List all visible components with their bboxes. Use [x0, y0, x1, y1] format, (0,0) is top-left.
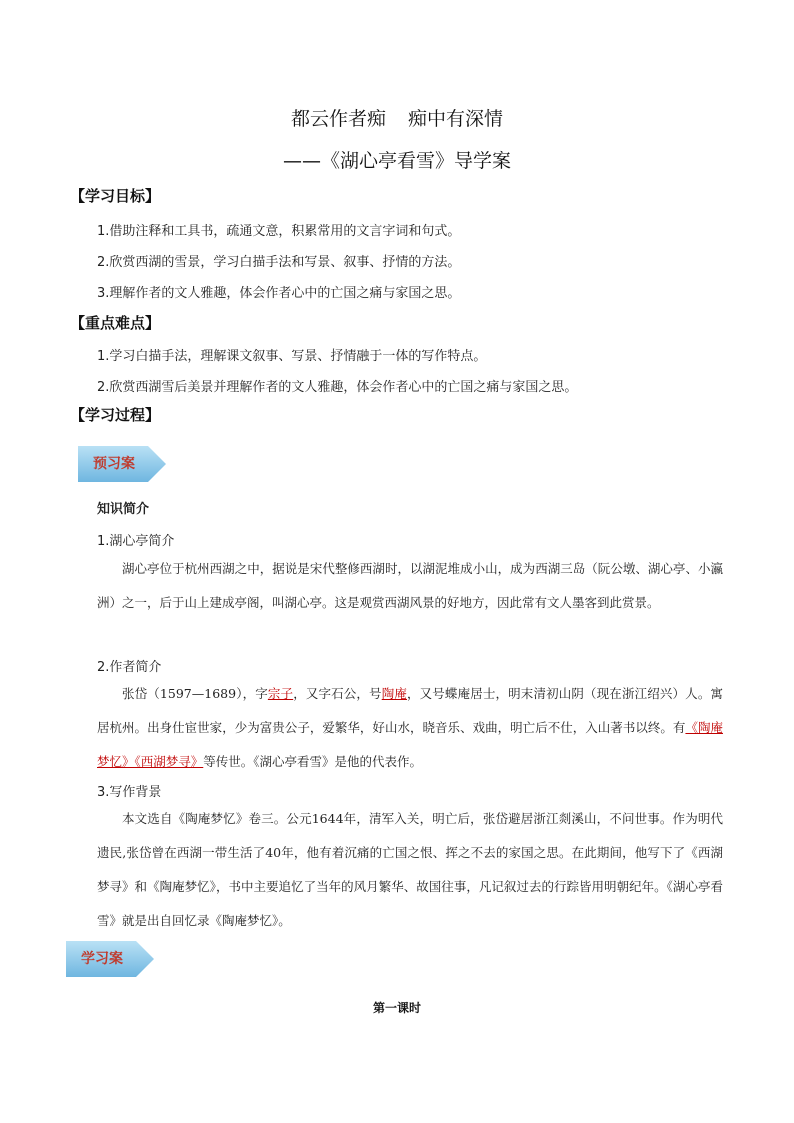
study-tag-label: 学习案 — [81, 951, 123, 967]
keypoint-item: 2.欣赏西湖雪后美景并理解作者的文人雅趣，体会作者心中的亡国之痛与家国之思。 — [97, 380, 578, 395]
paragraph-text: 湖心亭位于杭州西湖之中，据说是宋代整修西湖时，以湖泥堆成小山，成为西湖三岛（阮公墩、湖心亭、小瀛洲）之一，后于山上建成亭阁，叫湖心亭。这是观赏西湖风景的好地方，因此常有文人墨客到此赏景。 — [97, 561, 723, 610]
knowledge-heading: 知识简介 — [97, 502, 150, 517]
paragraph-text: 等传世。《湖心亭看雪》是他的代表作。 — [203, 754, 423, 769]
objective-item: 1.借助注释和工具书，疏通文意，积累常用的文言字词和句式。 — [97, 224, 461, 239]
title-right: 痴中有深情 — [408, 108, 504, 130]
underlined-term: 宗子 — [267, 686, 294, 701]
paragraph-text: ，又号蝶庵居士，明末清初山阴（现在浙江绍兴）人。寓居杭州。出身仕宦世家，少为富贵公子，爱繁华，好山水，晓音乐、戏曲，明亡后不仕，入山著书以终。有 — [97, 686, 723, 735]
paragraph-text: ，又字石公，号 — [293, 686, 382, 701]
paragraph-background — [97, 802, 723, 938]
section-title: 2.作者简介 — [97, 660, 162, 675]
preview-tag — [78, 446, 168, 482]
page-title — [0, 104, 794, 131]
paragraph-text: 张岱（1597—1689），字 — [122, 686, 268, 701]
paragraph-text: 本文选自《陶庵梦忆》卷三。公元1644年，清军入关，明亡后，张岱避居浙江剡溪山，不问世事。作为明代遗民,张岱曾在西湖一带生活了40年，他有着沉痛的亡国之恨、挥之不去的家国之思。在此期间，他写下了《西湖梦寻》和《陶庵梦忆》，书中主要追忆了当年的风月繁华、故国往事，凡记叙过去的行踪皆用明朝纪年。《湖心亭看雪》就是出自回忆录《陶庵梦忆》。 — [97, 811, 723, 928]
section-title: 1.湖心亭简介 — [97, 534, 175, 549]
objective-item: 3.理解作者的文人雅趣，体会作者心中的亡国之痛与家国之思。 — [97, 286, 461, 301]
keypoints-heading: 【重点难点】 — [70, 314, 161, 332]
section-title: 3.写作背景 — [97, 785, 162, 800]
underlined-term: 《西湖梦寻》 — [134, 754, 204, 769]
keypoint-item: 1.学习白描手法，理解课文叙事、写景、抒情融于一体的写作特点。 — [97, 349, 487, 364]
study-tag — [66, 941, 156, 977]
objective-item: 2.欣赏西湖的雪景，学习白描手法和写景、叙事、抒情的方法。 — [97, 255, 461, 270]
lesson-label: 第一课时 — [372, 1001, 421, 1015]
paragraph-pavilion — [97, 552, 723, 620]
page-subtitle: ——《湖心亭看雪》导学案 — [282, 150, 511, 172]
title-left: 都云作者痴 — [290, 108, 386, 130]
preview-tag-label: 预习案 — [93, 456, 135, 472]
underlined-term: 《陶庵梦忆》 — [97, 720, 723, 769]
process-heading: 【学习过程】 — [70, 406, 161, 424]
objectives-heading: 【学习目标】 — [70, 187, 161, 205]
underlined-term: 陶庵 — [381, 686, 407, 701]
paragraph-author — [97, 677, 723, 779]
